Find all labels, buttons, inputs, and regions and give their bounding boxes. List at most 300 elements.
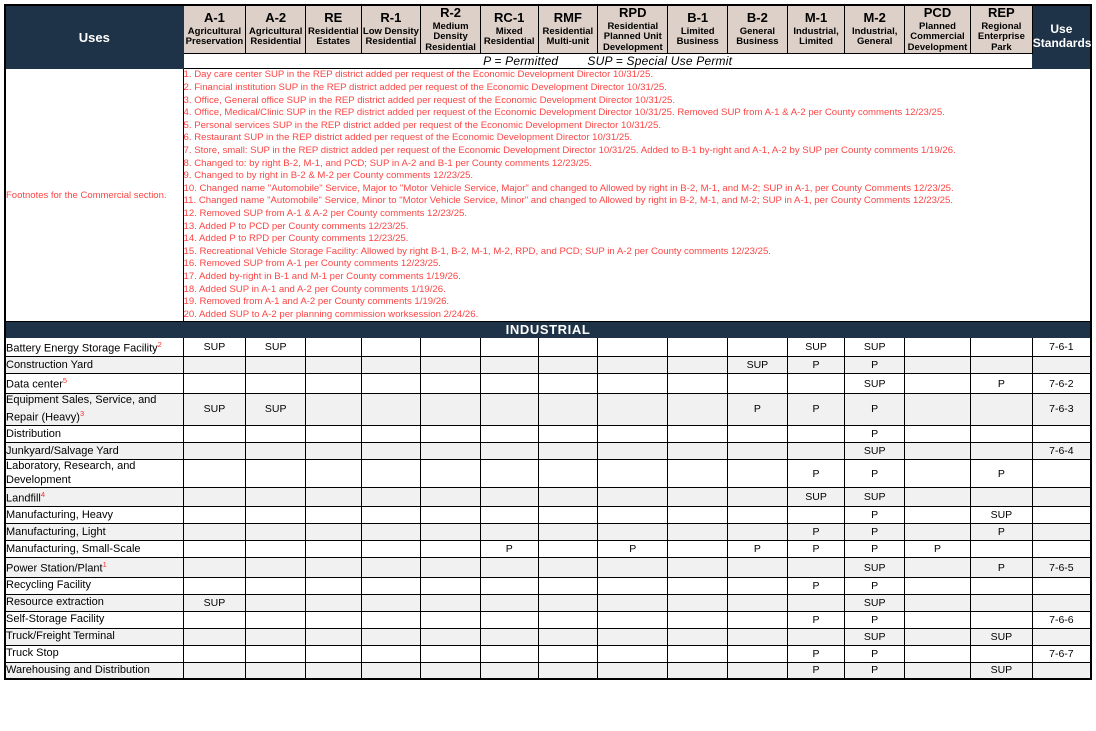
- permission-cell-b-1: [668, 645, 728, 662]
- district-name: General Business: [736, 25, 779, 48]
- table-row: [5, 524, 1091, 541]
- permission-cell-m-1: [787, 374, 845, 393]
- permission-cell-r-1: [361, 577, 421, 594]
- permission-cell-r-1: [361, 628, 421, 645]
- permission-cell-rmf: [538, 357, 598, 374]
- permission-cell-a-2: [246, 460, 306, 488]
- permission-cell-rpd: [598, 443, 668, 460]
- permission-cell-pcd: [905, 594, 971, 611]
- header-district-rpd: [598, 5, 668, 54]
- section-title-industrial: INDUSTRIAL: [5, 322, 1091, 338]
- permission-cell-re: [306, 577, 362, 594]
- permission-cell-rep: [970, 488, 1032, 507]
- table-row: [5, 357, 1091, 374]
- permission-cell-m-2: SUP: [845, 628, 905, 645]
- table-row: [5, 507, 1091, 524]
- permission-cell-a-2: [246, 611, 306, 628]
- permission-cell-a-1: [183, 541, 246, 558]
- footnotes-body: [183, 69, 1091, 322]
- permission-cell-m-1: P: [787, 393, 845, 426]
- permission-cell-rep: [970, 443, 1032, 460]
- permission-cell-pcd: [905, 426, 971, 443]
- permission-cell-a-2: [246, 645, 306, 662]
- permission-cell-rep: [970, 645, 1032, 662]
- permission-cell-b-1: [668, 541, 728, 558]
- permission-cell-re: [306, 541, 362, 558]
- permission-cell-rpd: [598, 507, 668, 524]
- permission-cell-rmf: [538, 524, 598, 541]
- permission-cell-re: [306, 558, 362, 577]
- footnote-item: 12. Removed SUP from A-1 & A-2 per County comments 12/23/25.: [183, 207, 468, 219]
- permission-cell-re: [306, 338, 362, 357]
- header-use-standards: Use Standards: [1032, 5, 1091, 69]
- footnote-reference: 4: [40, 490, 46, 500]
- district-code: RE: [324, 10, 343, 26]
- permission-cell-rpd: [598, 393, 668, 426]
- district-code: PCD: [923, 5, 952, 20]
- header-district-m2: [845, 5, 905, 54]
- district-name: Residential Estates: [307, 25, 359, 48]
- permission-cell-a-1: SUP: [183, 393, 246, 426]
- footnote-reference: 5: [62, 376, 68, 386]
- permission-cell-rc-1: [480, 338, 538, 357]
- use-name-cell: Manufacturing, Heavy: [5, 507, 183, 524]
- permission-cell-m-2: SUP: [845, 558, 905, 577]
- permission-cell-b-1: [668, 558, 728, 577]
- permission-cell-r-1: [361, 357, 421, 374]
- footnote-item: 7. Store, small: SUP in the REP district added per request of the Economic Development Director 10/31/25. Added to B-1 by-right and A-1, A-2 by SUP per County comments 1/19/26.: [183, 144, 956, 156]
- permission-cell-rc-1: [480, 577, 538, 594]
- permission-cell-a-2: [246, 662, 306, 679]
- district-code: RC-1: [494, 10, 525, 26]
- permission-cell-a-1: [183, 443, 246, 460]
- permission-cell-a-1: [183, 645, 246, 662]
- permission-cell-rc-1: [480, 374, 538, 393]
- permission-cell-r-2: [421, 460, 481, 488]
- header-uses: Uses: [5, 5, 183, 69]
- permission-cell-rc-1: [480, 393, 538, 426]
- permission-cell-r-2: [421, 558, 481, 577]
- use-name-cell: Truck/Freight Terminal: [5, 628, 183, 645]
- permission-cell-a-2: [246, 577, 306, 594]
- footnote-item: 8. Changed to: by right B-2, M-1, and PCD; SUP in A-2 and B-1 per County comments 12/23/25.: [183, 157, 592, 169]
- permission-cell-m-1: P: [787, 611, 845, 628]
- permission-cell-b-2: [728, 645, 788, 662]
- permission-cell-b-2: [728, 662, 788, 679]
- use-standard-cell: 7-6-7: [1032, 645, 1091, 662]
- permission-cell-rep: P: [970, 558, 1032, 577]
- permission-cell-rpd: [598, 628, 668, 645]
- use-standard-cell: [1032, 628, 1091, 645]
- permission-cell-m-1: [787, 426, 845, 443]
- use-name-cell: Junkyard/Salvage Yard: [5, 443, 183, 460]
- permission-cell-pcd: [905, 338, 971, 357]
- permission-cell-m-2: P: [845, 524, 905, 541]
- permission-cell-rep: [970, 426, 1032, 443]
- permission-cell-b-2: P: [728, 541, 788, 558]
- header-district-pcd: [905, 5, 971, 54]
- table-row: [5, 628, 1091, 645]
- header-district-b1: [668, 5, 728, 54]
- permission-cell-a-2: [246, 443, 306, 460]
- permission-cell-rpd: [598, 374, 668, 393]
- table-row: [5, 558, 1091, 577]
- permission-cell-r-1: [361, 662, 421, 679]
- permission-cell-rpd: [598, 357, 668, 374]
- permission-cell-rpd: [598, 524, 668, 541]
- permission-cell-r-2: [421, 524, 481, 541]
- use-name-cell: Self-Storage Facility: [5, 611, 183, 628]
- permission-cell-pcd: [905, 628, 971, 645]
- permission-cell-rpd: [598, 338, 668, 357]
- permission-cell-m-2: P: [845, 426, 905, 443]
- permission-cell-re: [306, 488, 362, 507]
- permission-cell-rc-1: [480, 460, 538, 488]
- permission-cell-m-1: [787, 628, 845, 645]
- permission-cell-r-1: [361, 488, 421, 507]
- permission-cell-b-2: P: [728, 393, 788, 426]
- legend-sup: SUP = Special Use Permit: [587, 54, 733, 69]
- permission-cell-re: [306, 507, 362, 524]
- table-header: [5, 5, 1091, 69]
- permission-cell-r-1: [361, 541, 421, 558]
- permission-cell-m-1: [787, 507, 845, 524]
- header-district-r2: [421, 5, 481, 54]
- permission-cell-b-2: [728, 558, 788, 577]
- legend-permitted: P = Permitted: [483, 54, 559, 69]
- district-name: Agricultural Preservation: [185, 25, 244, 48]
- permission-cell-a-1: [183, 558, 246, 577]
- use-name-cell: Distribution: [5, 426, 183, 443]
- permission-cell-rmf: [538, 645, 598, 662]
- permission-cell-rmf: [538, 443, 598, 460]
- permission-cell-b-1: [668, 662, 728, 679]
- permission-cell-r-1: [361, 558, 421, 577]
- permission-cell-rpd: [598, 645, 668, 662]
- permission-cell-a-2: [246, 524, 306, 541]
- permission-cell-a-1: [183, 357, 246, 374]
- header-district-b2: [728, 5, 788, 54]
- permission-cell-re: [306, 645, 362, 662]
- permission-cell-rmf: [538, 338, 598, 357]
- permission-cell-rpd: [598, 594, 668, 611]
- permission-cell-m-2: P: [845, 645, 905, 662]
- permission-cell-m-2: P: [845, 507, 905, 524]
- use-name-cell: Manufacturing, Light: [5, 524, 183, 541]
- permission-cell-pcd: [905, 357, 971, 374]
- permission-cell-rc-1: [480, 628, 538, 645]
- use-standard-cell: [1032, 507, 1091, 524]
- permission-cell-b-2: [728, 628, 788, 645]
- permission-cell-rmf: [538, 460, 598, 488]
- permission-cell-a-2: [246, 374, 306, 393]
- permission-cell-re: [306, 443, 362, 460]
- permission-cell-r-1: [361, 524, 421, 541]
- permission-cell-a-2: [246, 488, 306, 507]
- permission-cell-a-1: SUP: [183, 338, 246, 357]
- permission-cell-r-1: [361, 393, 421, 426]
- district-name: Agricultural Residential: [249, 25, 303, 48]
- permission-cell-a-1: [183, 460, 246, 488]
- use-name-cell: Laboratory, Research, and Development: [5, 460, 183, 488]
- permission-cell-r-2: [421, 577, 481, 594]
- permission-cell-m-2: P: [845, 662, 905, 679]
- use-name-cell: Equipment Sales, Service, and Repair (Heavy)$^3$: [5, 393, 183, 426]
- permission-cell-m-2: P: [845, 541, 905, 558]
- footnote-reference: 3: [79, 409, 85, 419]
- permission-cell-a-1: SUP: [183, 594, 246, 611]
- permission-cell-a-2: SUP: [246, 393, 306, 426]
- header-district-re: [306, 5, 362, 54]
- permission-cell-b-1: [668, 524, 728, 541]
- permission-cell-pcd: [905, 524, 971, 541]
- permission-cell-a-1: [183, 374, 246, 393]
- permission-cell-pcd: [905, 393, 971, 426]
- footnote-item: 2. Financial institution SUP in the REP district added per request of the Economic Development Director 10/31/25.: [183, 82, 667, 94]
- permission-cell-a-1: [183, 426, 246, 443]
- permission-cell-b-1: [668, 426, 728, 443]
- footnote-item: 16. Removed SUP from A-1 per County comments 12/23/25.: [183, 258, 441, 270]
- permission-cell-r-1: [361, 645, 421, 662]
- footnotes-list: [184, 69, 1090, 321]
- footnote-item: 3. Office, General office SUP in the REP district added per request of the Economic Development Director 10/31/25.: [183, 94, 676, 106]
- permission-cell-re: [306, 611, 362, 628]
- district-code: M-2: [863, 10, 886, 26]
- header-district-a2: [246, 5, 306, 54]
- use-name-cell: Resource extraction: [5, 594, 183, 611]
- permission-cell-b-1: [668, 338, 728, 357]
- permission-cell-rpd: [598, 460, 668, 488]
- permission-cell-rc-1: [480, 426, 538, 443]
- permission-cell-b-2: [728, 488, 788, 507]
- permission-cell-a-2: SUP: [246, 338, 306, 357]
- permission-cell-rmf: [538, 374, 598, 393]
- permission-cell-r-2: [421, 611, 481, 628]
- permission-cell-b-2: [728, 577, 788, 594]
- permission-cell-rmf: [538, 577, 598, 594]
- permission-cell-rpd: [598, 611, 668, 628]
- permission-cell-a-2: [246, 541, 306, 558]
- zoning-use-table: [4, 4, 1092, 680]
- use-name-cell: Construction Yard: [5, 357, 183, 374]
- permission-cell-r-1: [361, 374, 421, 393]
- permission-cell-rc-1: [480, 443, 538, 460]
- legend-row: [183, 54, 1032, 69]
- use-standard-cell: [1032, 594, 1091, 611]
- permission-cell-rc-1: [480, 357, 538, 374]
- district-name: Low Density Residential: [362, 25, 419, 48]
- permission-cell-a-2: [246, 558, 306, 577]
- footnote-item: 10. Changed name "Automobile" Service, Major to "Motor Vehicle Service, Major" and changed to Allowed by right in B-2, M-1, and M-2; SUP in A-1, per County Comments 12/23/25.: [183, 182, 954, 194]
- permission-cell-a-1: [183, 662, 246, 679]
- permission-cell-rc-1: [480, 488, 538, 507]
- district-code: A-1: [203, 10, 225, 26]
- header-row-districts: [5, 5, 1091, 54]
- permission-cell-r-1: [361, 426, 421, 443]
- use-standard-cell: 7-6-2: [1032, 374, 1091, 393]
- permission-cell-r-2: [421, 541, 481, 558]
- permission-cell-r-2: [421, 338, 481, 357]
- permission-cell-pcd: [905, 488, 971, 507]
- permission-cell-a-1: [183, 577, 246, 594]
- permission-cell-b-2: [728, 611, 788, 628]
- permission-cell-a-1: [183, 628, 246, 645]
- footnote-item: 18. Added SUP in A-1 and A-2 per County comments 1/19/26.: [183, 283, 446, 295]
- permission-cell-b-2: SUP: [728, 357, 788, 374]
- footnote-item: 6. Restaurant SUP in the REP district added per request of the Economic Development Director 10/31/25.: [183, 132, 633, 144]
- permission-cell-re: [306, 374, 362, 393]
- permission-cell-re: [306, 460, 362, 488]
- district-name: Residential Planned Unit Development: [602, 20, 663, 53]
- permission-cell-pcd: [905, 662, 971, 679]
- district-name: Industrial, General: [851, 25, 898, 48]
- permission-cell-rmf: [538, 488, 598, 507]
- table-row: [5, 594, 1091, 611]
- permission-cell-rep: P: [970, 374, 1032, 393]
- permission-cell-rmf: [538, 558, 598, 577]
- permission-cell-rep: [970, 541, 1032, 558]
- permission-cell-rmf: [538, 628, 598, 645]
- footnotes-row: [5, 69, 1091, 322]
- table-row: [5, 645, 1091, 662]
- permission-cell-m-1: [787, 443, 845, 460]
- footnote-item: 9. Changed to by right in B-2 & M-2 per County comments 12/23/25.: [183, 170, 474, 182]
- permission-cell-a-1: [183, 507, 246, 524]
- permission-cell-r-2: [421, 443, 481, 460]
- permission-cell-a-2: [246, 426, 306, 443]
- use-standard-cell: 7-6-3: [1032, 393, 1091, 426]
- permission-cell-rpd: [598, 426, 668, 443]
- use-standard-cell: 7-6-5: [1032, 558, 1091, 577]
- permission-cell-rep: [970, 338, 1032, 357]
- district-name: Residential Multi-unit: [542, 25, 594, 48]
- permission-cell-rc-1: [480, 558, 538, 577]
- permission-cell-m-2: SUP: [845, 594, 905, 611]
- permission-cell-m-1: [787, 558, 845, 577]
- table-row: [5, 338, 1091, 357]
- district-code: B-1: [687, 10, 709, 26]
- permission-cell-r-2: [421, 594, 481, 611]
- district-code: B-2: [746, 10, 768, 26]
- permission-cell-a-1: [183, 488, 246, 507]
- permission-cell-rpd: [598, 558, 668, 577]
- permission-cell-rep: SUP: [970, 507, 1032, 524]
- permission-cell-pcd: [905, 645, 971, 662]
- header-district-m1: [787, 5, 845, 54]
- district-name: Regional Enterprise Park: [977, 20, 1025, 53]
- use-name-cell: Power Station/Plant$^1$: [5, 558, 183, 577]
- use-standard-cell: 7-6-4: [1032, 443, 1091, 460]
- permission-cell-rc-1: [480, 524, 538, 541]
- permission-cell-m-1: SUP: [787, 488, 845, 507]
- use-standard-cell: [1032, 524, 1091, 541]
- permission-cell-m-1: P: [787, 460, 845, 488]
- footnote-reference: 1: [102, 560, 107, 570]
- permission-cell-rc-1: [480, 645, 538, 662]
- footnotes-label: Footnotes for the Commercial section.: [5, 69, 183, 322]
- header-district-a1: [183, 5, 246, 54]
- table-row: [5, 488, 1091, 507]
- permission-cell-a-1: [183, 524, 246, 541]
- permission-cell-r-2: [421, 645, 481, 662]
- use-standard-cell: [1032, 488, 1091, 507]
- district-code: REP: [988, 5, 1015, 20]
- permission-cell-rc-1: [480, 507, 538, 524]
- permission-cell-b-2: [728, 338, 788, 357]
- use-standard-cell: [1032, 460, 1091, 488]
- district-code: M-1: [804, 10, 828, 26]
- permission-cell-b-2: [728, 594, 788, 611]
- permission-cell-rpd: [598, 662, 668, 679]
- permission-cell-r-1: [361, 443, 421, 460]
- permission-cell-rmf: [538, 393, 598, 426]
- permission-cell-r-1: [361, 611, 421, 628]
- permission-cell-rep: [970, 393, 1032, 426]
- permission-cell-m-1: P: [787, 577, 845, 594]
- permission-cell-r-2: [421, 357, 481, 374]
- permission-cell-b-1: [668, 628, 728, 645]
- permission-cell-rep: [970, 594, 1032, 611]
- permission-cell-r-2: [421, 393, 481, 426]
- permission-cell-rmf: [538, 507, 598, 524]
- permission-cell-r-1: [361, 338, 421, 357]
- permission-cell-m-1: P: [787, 524, 845, 541]
- district-name: Mixed Residential: [483, 25, 535, 48]
- permission-cell-rmf: [538, 662, 598, 679]
- permission-cell-m-2: P: [845, 577, 905, 594]
- footnote-item: 17. Added by-right in B-1 and M-1 per County comments 1/19/26.: [183, 270, 461, 282]
- permission-cell-pcd: [905, 577, 971, 594]
- district-name: Planned Commercial Development: [907, 20, 968, 53]
- table-row: [5, 611, 1091, 628]
- permission-cell-rpd: [598, 488, 668, 507]
- permission-cell-r-1: [361, 594, 421, 611]
- permission-cell-rmf: [538, 611, 598, 628]
- permission-cell-r-2: [421, 374, 481, 393]
- permission-cell-r-1: [361, 460, 421, 488]
- footnote-reference: 2: [157, 340, 162, 350]
- header-district-r1: [361, 5, 421, 54]
- use-standard-cell: [1032, 426, 1091, 443]
- permission-cell-b-2: [728, 374, 788, 393]
- use-name-cell: Manufacturing, Small-Scale: [5, 541, 183, 558]
- permission-cell-rep: SUP: [970, 662, 1032, 679]
- permission-cell-b-1: [668, 611, 728, 628]
- district-name: Medium Density Residential: [425, 20, 476, 53]
- permission-cell-rmf: [538, 594, 598, 611]
- permission-cell-pcd: [905, 374, 971, 393]
- use-name-cell: Truck Stop: [5, 645, 183, 662]
- permission-cell-pcd: [905, 611, 971, 628]
- table-row: [5, 541, 1091, 558]
- permission-cell-m-2: P: [845, 357, 905, 374]
- permission-cell-m-2: SUP: [845, 443, 905, 460]
- permission-cell-m-2: P: [845, 460, 905, 488]
- table-row: [5, 577, 1091, 594]
- permission-cell-b-1: [668, 507, 728, 524]
- permission-cell-re: [306, 393, 362, 426]
- permission-cell-a-2: [246, 628, 306, 645]
- permission-cell-re: [306, 594, 362, 611]
- header-district-rep: [970, 5, 1032, 54]
- use-name-cell: Landfill$^4$: [5, 488, 183, 507]
- use-name-cell: Warehousing and Distribution: [5, 662, 183, 679]
- permission-cell-rmf: [538, 426, 598, 443]
- permission-cell-pcd: P: [905, 541, 971, 558]
- permission-cell-rpd: P: [598, 541, 668, 558]
- permission-cell-m-1: P: [787, 662, 845, 679]
- permission-cell-pcd: [905, 460, 971, 488]
